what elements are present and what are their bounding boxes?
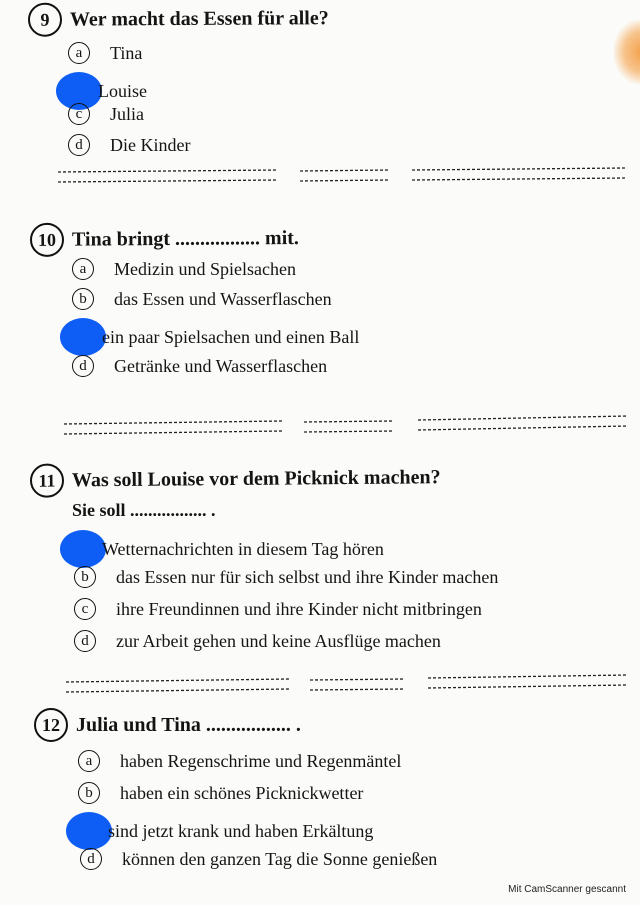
option-text: sind jetzt krank und haben Erkältung xyxy=(108,820,374,841)
option-a[interactable] xyxy=(68,42,142,64)
answer-mark xyxy=(60,530,106,568)
option-text: können den ganzen Tag die Sonne genießen xyxy=(122,848,438,869)
option-letter: a xyxy=(68,42,90,64)
option-b[interactable] xyxy=(78,782,363,804)
option-b[interactable] xyxy=(74,566,498,588)
option-c[interactable] xyxy=(78,812,373,850)
option-text: Die Kinder xyxy=(110,134,191,155)
option-letter: d xyxy=(68,134,90,156)
answer-line xyxy=(0,410,640,440)
option-letter: c xyxy=(68,103,90,125)
option-text: haben ein schönes Picknickwetter xyxy=(120,782,364,803)
option-letter: a xyxy=(72,258,94,280)
question-number: 12 xyxy=(34,708,68,742)
question-text: Wer macht das Essen für alle? xyxy=(69,6,329,31)
option-text: ein paar Spielsachen und einen Ball xyxy=(102,326,360,347)
question-heading xyxy=(30,221,299,257)
option-text: das Essen nur für sich selbst und ihre Kinder machen xyxy=(116,566,499,587)
option-text: Medizin und Spielsachen xyxy=(114,258,296,279)
option-c[interactable] xyxy=(72,318,359,356)
option-d[interactable] xyxy=(80,848,437,870)
question-text: Tina bringt ................. mit. xyxy=(71,226,299,251)
option-text: Getränke und Wasserflaschen xyxy=(114,355,328,376)
option-d[interactable] xyxy=(72,355,327,377)
option-letter: b xyxy=(74,566,96,588)
option-c[interactable] xyxy=(68,103,144,125)
question-number: 11 xyxy=(30,463,64,497)
option-text: Julia xyxy=(110,103,144,124)
question-number: 10 xyxy=(30,223,64,257)
question-heading xyxy=(34,708,301,742)
option-b[interactable] xyxy=(72,288,332,310)
paper-smear xyxy=(614,20,640,84)
option-text: Tina xyxy=(110,42,143,63)
answer-mark xyxy=(60,318,106,356)
option-letter: d xyxy=(80,848,102,870)
option-c[interactable] xyxy=(74,598,482,620)
option-letter: b xyxy=(78,782,100,804)
option-letter: a xyxy=(78,750,100,772)
option-text: haben Regenschrime und Regenmäntel xyxy=(120,750,402,771)
option-text: Wetternachrichten in diesem Tag hören xyxy=(102,538,384,559)
option-letter: d xyxy=(72,355,94,377)
option-d[interactable] xyxy=(74,630,441,652)
option-letter: b xyxy=(72,288,94,310)
option-text: ihre Freundinnen und ihre Kinder nicht mitbringen xyxy=(116,598,482,619)
answer-line xyxy=(0,160,640,190)
answer-mark xyxy=(66,812,112,850)
option-text: zur Arbeit gehen und keine Ausflüge machen xyxy=(116,630,441,651)
option-letter: d xyxy=(74,630,96,652)
question-heading xyxy=(28,1,329,37)
option-a[interactable] xyxy=(72,258,296,280)
scanner-watermark: Mit CamScanner gescannt xyxy=(508,884,626,895)
option-a[interactable] xyxy=(78,750,401,772)
option-text: das Essen und Wasserflaschen xyxy=(114,288,332,309)
answer-line xyxy=(0,668,640,698)
question-text: Was soll Louise vor dem Picknick machen? xyxy=(71,465,441,491)
option-letter: c xyxy=(74,598,96,620)
question-number: 9 xyxy=(28,3,62,37)
question-text: Julia und Tina ................. . xyxy=(76,713,301,736)
question-heading xyxy=(30,460,441,498)
option-text: Louise xyxy=(98,80,147,101)
question-subtext: Sie soll ................. . xyxy=(72,500,216,520)
option-d[interactable] xyxy=(68,134,190,156)
option-a[interactable] xyxy=(72,530,384,568)
